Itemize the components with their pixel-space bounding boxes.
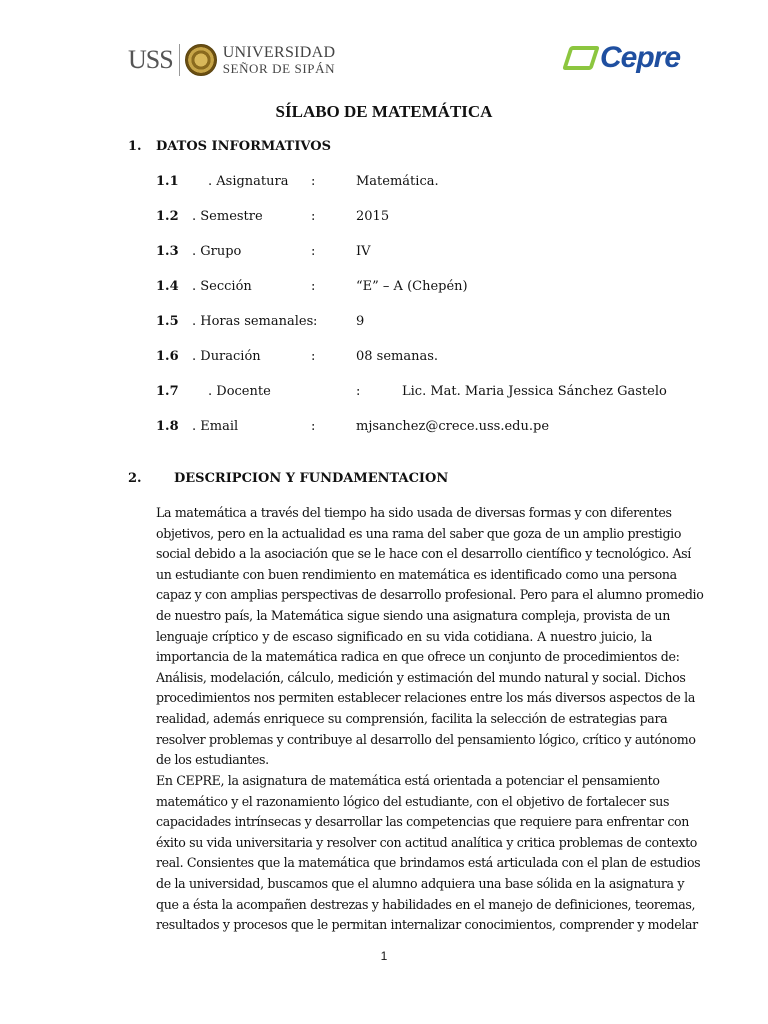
datos-row-value: 2015 [356, 209, 390, 224]
datos-row [0, 279, 768, 297]
page-number: 1 [380, 949, 388, 963]
section1-number: 1. [128, 139, 142, 154]
section2-number: 2. [128, 471, 142, 486]
paragraph-line: resultados y procesos que le permitan internalizar conocimientos, comprender y modelar [156, 917, 698, 933]
university-name-line2: SEÑOR DE SIPÁN [222, 60, 336, 76]
datos-row-value: IV [356, 244, 371, 259]
datos-row-number: 1.3 [156, 244, 179, 259]
datos-row [0, 174, 768, 192]
datos-row-label: . Grupo [192, 244, 242, 259]
paragraph-cepre [156, 771, 701, 936]
paragraph-line: que a ésta la acompañen destrezas y habilidades en el manejo de definiciones, teoremas, [156, 896, 696, 912]
paragraph-line: matemático y el razonamiento lógico del estudiante, con el objetivo de fortalecer sus [156, 793, 670, 809]
paragraph-line: social debido a la asociación que se le hace con el desarrollo científico y tecnológico. Así [156, 546, 691, 562]
datos-row [0, 349, 768, 367]
datos-row [0, 244, 768, 262]
university-seal-icon [185, 44, 217, 76]
datos-row-label: . Duración [192, 349, 261, 364]
datos-row-colon: : [356, 384, 361, 399]
paragraph-line: de los estudiantes. [156, 752, 269, 768]
paragraph-line: importancia de la matemática radica en que ofrece un conjunto de procedimientos de: [156, 649, 680, 665]
datos-row-value: Matemática. [356, 174, 439, 189]
uss-logo [128, 42, 335, 78]
datos-row-label: . Sección [192, 279, 252, 294]
uss-mark: USS [128, 45, 173, 74]
datos-row-label: . Semestre [192, 209, 263, 224]
paragraph-line: En CEPRE, la asignatura de matemática está orientada a potenciar el pensamiento [156, 773, 660, 788]
paragraph-line: Análisis, modelación, cálculo, medición y estimación del mundo natural y social. Dichos [156, 669, 686, 685]
paragraph-line: de nuestro país, la Matemática sigue siendo una asignatura compleja, provista de un [156, 607, 670, 623]
datos-row-number: 1.5 [156, 314, 179, 329]
datos-row [0, 384, 768, 402]
paragraph-line: realidad, además enriquece su comprensión, facilita la selección de estrategias para [156, 710, 668, 726]
paragraph-line: capacidades intrínsecas y desarrollar las competencias que requiere para enfrentar con [156, 814, 690, 830]
paragraph-description [156, 503, 704, 771]
section1-heading: DATOS INFORMATIVOS [156, 139, 331, 154]
datos-row-number: 1.2 [156, 209, 179, 224]
datos-row-colon: : [313, 314, 318, 329]
datos-row-value: 08 semanas. [356, 349, 439, 364]
cepre-mark-icon [562, 46, 600, 70]
datos-row-colon: : [311, 419, 316, 434]
datos-row-label: . Horas semanales [192, 314, 314, 329]
logo-divider [179, 44, 180, 76]
university-name-line1: UNIVERSIDAD [222, 43, 336, 61]
cepre-wordmark: Cepre [600, 41, 681, 74]
datos-row-colon: : [311, 279, 316, 294]
paragraph-line: procedimientos nos permiten establecer relaciones entre los más diversos aspectos de la [156, 690, 695, 706]
paragraph-line: lenguaje críptico y de escaso significado en su vida cotidiana. A nuestro juicio, la [156, 628, 652, 644]
paragraph-line: un estudiante con buen rendimiento en matemática es identificado como una persona [156, 566, 677, 582]
datos-row [0, 209, 768, 227]
paragraph-line: objetivos, pero en la actualidad es una rama del saber que goza de un amplio prestigio [156, 525, 682, 541]
datos-row-colon: : [311, 349, 316, 364]
datos-row-colon: : [311, 244, 316, 259]
document-title: SÍLABO DE MATEMÁTICA [275, 102, 493, 121]
cepre-logo [566, 40, 680, 76]
paragraph-line: resolver problemas y contribuye al desarrollo del pensamiento lógico, crítico y autónomo [156, 731, 696, 747]
datos-row-value: Lic. Mat. Maria Jessica Sánchez Gastelo [402, 384, 667, 399]
datos-row-value: “E” – A (Chepén) [356, 279, 468, 294]
paragraph-line: éxito su vida universitaria y resolver con actitud analítica y critica problemas de contexto [156, 834, 698, 850]
datos-row-number: 1.4 [156, 279, 179, 294]
datos-row-value: mjsanchez@crece.uss.edu.pe [356, 419, 550, 434]
paragraph-line: La matemática a través del tiempo ha sido usada de diversas formas y con diferentes [156, 505, 672, 520]
section2-heading: DESCRIPCION Y FUNDAMENTACION [174, 471, 449, 486]
datos-row [0, 419, 768, 437]
datos-row-value: 9 [356, 314, 365, 329]
datos-row-number: 1.7 [156, 384, 179, 399]
datos-row-label: . Docente [208, 384, 271, 399]
paragraph-line: real. Consientes que la matemática que brindamos está articulada con el plan de estudios [156, 855, 701, 871]
datos-row-label: . Email [192, 419, 239, 434]
datos-row-number: 1.1 [156, 174, 179, 189]
datos-row-colon: : [311, 174, 316, 189]
paragraph-line: capaz y con amplias perspectivas de desarrollo profesional. Pero para el alumno promedio [156, 587, 704, 603]
datos-row-label: . Asignatura [208, 174, 289, 189]
datos-row [0, 314, 768, 332]
datos-row-number: 1.6 [156, 349, 179, 364]
paragraph-line: de la universidad, buscamos que el alumno adquiera una base sólida en la asignatura y [156, 875, 685, 891]
university-name [223, 45, 336, 75]
datos-row-number: 1.8 [156, 419, 179, 434]
datos-row-colon: : [311, 209, 316, 224]
